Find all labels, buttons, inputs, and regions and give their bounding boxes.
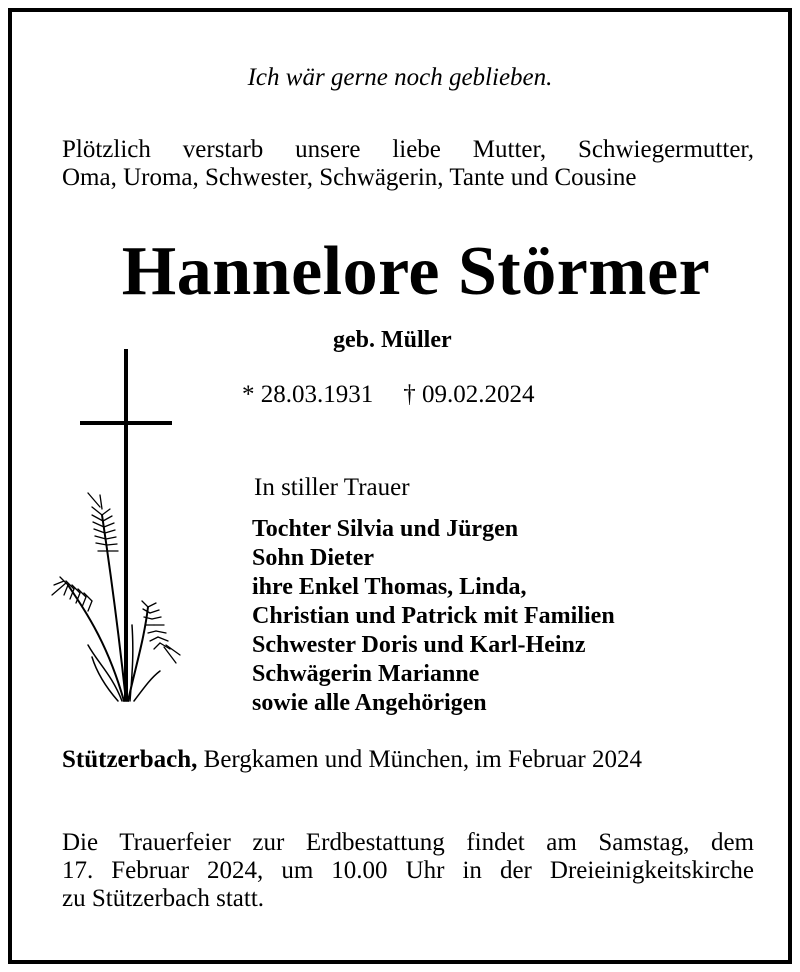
deceased-name: Hannelore Störmer bbox=[121, 233, 711, 310]
mourner-line: Schwägerin Marianne bbox=[252, 661, 480, 687]
mourner-line: Sohn Dieter bbox=[252, 545, 374, 571]
intro-line-2: Oma, Uroma, Schwester, Schwägerin, Tante und Cousine bbox=[62, 164, 637, 191]
intro-line-1: Plötzlich verstarb unsere liebe Mutter, Schwiegermutter, bbox=[62, 136, 754, 163]
cross-with-wheat-icon bbox=[48, 345, 188, 705]
place-rest: Bergkamen und München, im Februar 2024 bbox=[197, 746, 642, 773]
mourner-line: ihre Enkel Thomas, Linda, bbox=[252, 574, 527, 600]
funeral-line-2: 17. Februar 2024, um 10.00 Uhr in der Dreieinigkeitskirche bbox=[62, 857, 754, 884]
mourner-line: Tochter Silvia und Jürgen bbox=[252, 516, 519, 542]
life-dates bbox=[242, 381, 535, 409]
motto: Ich wär gerne noch geblieben. bbox=[247, 64, 553, 91]
birth-name: geb. Müller bbox=[333, 327, 452, 353]
mourner-line: sowie alle Angehörigen bbox=[252, 690, 487, 716]
birth-date: * 28.03.1931 bbox=[242, 381, 374, 408]
mourner-line: Schwester Doris und Karl-Heinz bbox=[252, 632, 586, 658]
funeral-line-3: zu Stützerbach statt. bbox=[62, 885, 265, 912]
mourner-line: Christian und Patrick mit Familien bbox=[252, 603, 615, 629]
mourning-label: In stiller Trauer bbox=[254, 474, 410, 501]
mourners-list bbox=[252, 515, 615, 718]
death-date: † 09.02.2024 bbox=[403, 381, 535, 408]
place-bold: Stützerbach, bbox=[62, 746, 198, 773]
place-date-line bbox=[62, 746, 642, 774]
funeral-line-1: Die Trauerfeier zur Erdbestattung findet am Samstag, dem bbox=[62, 829, 754, 856]
